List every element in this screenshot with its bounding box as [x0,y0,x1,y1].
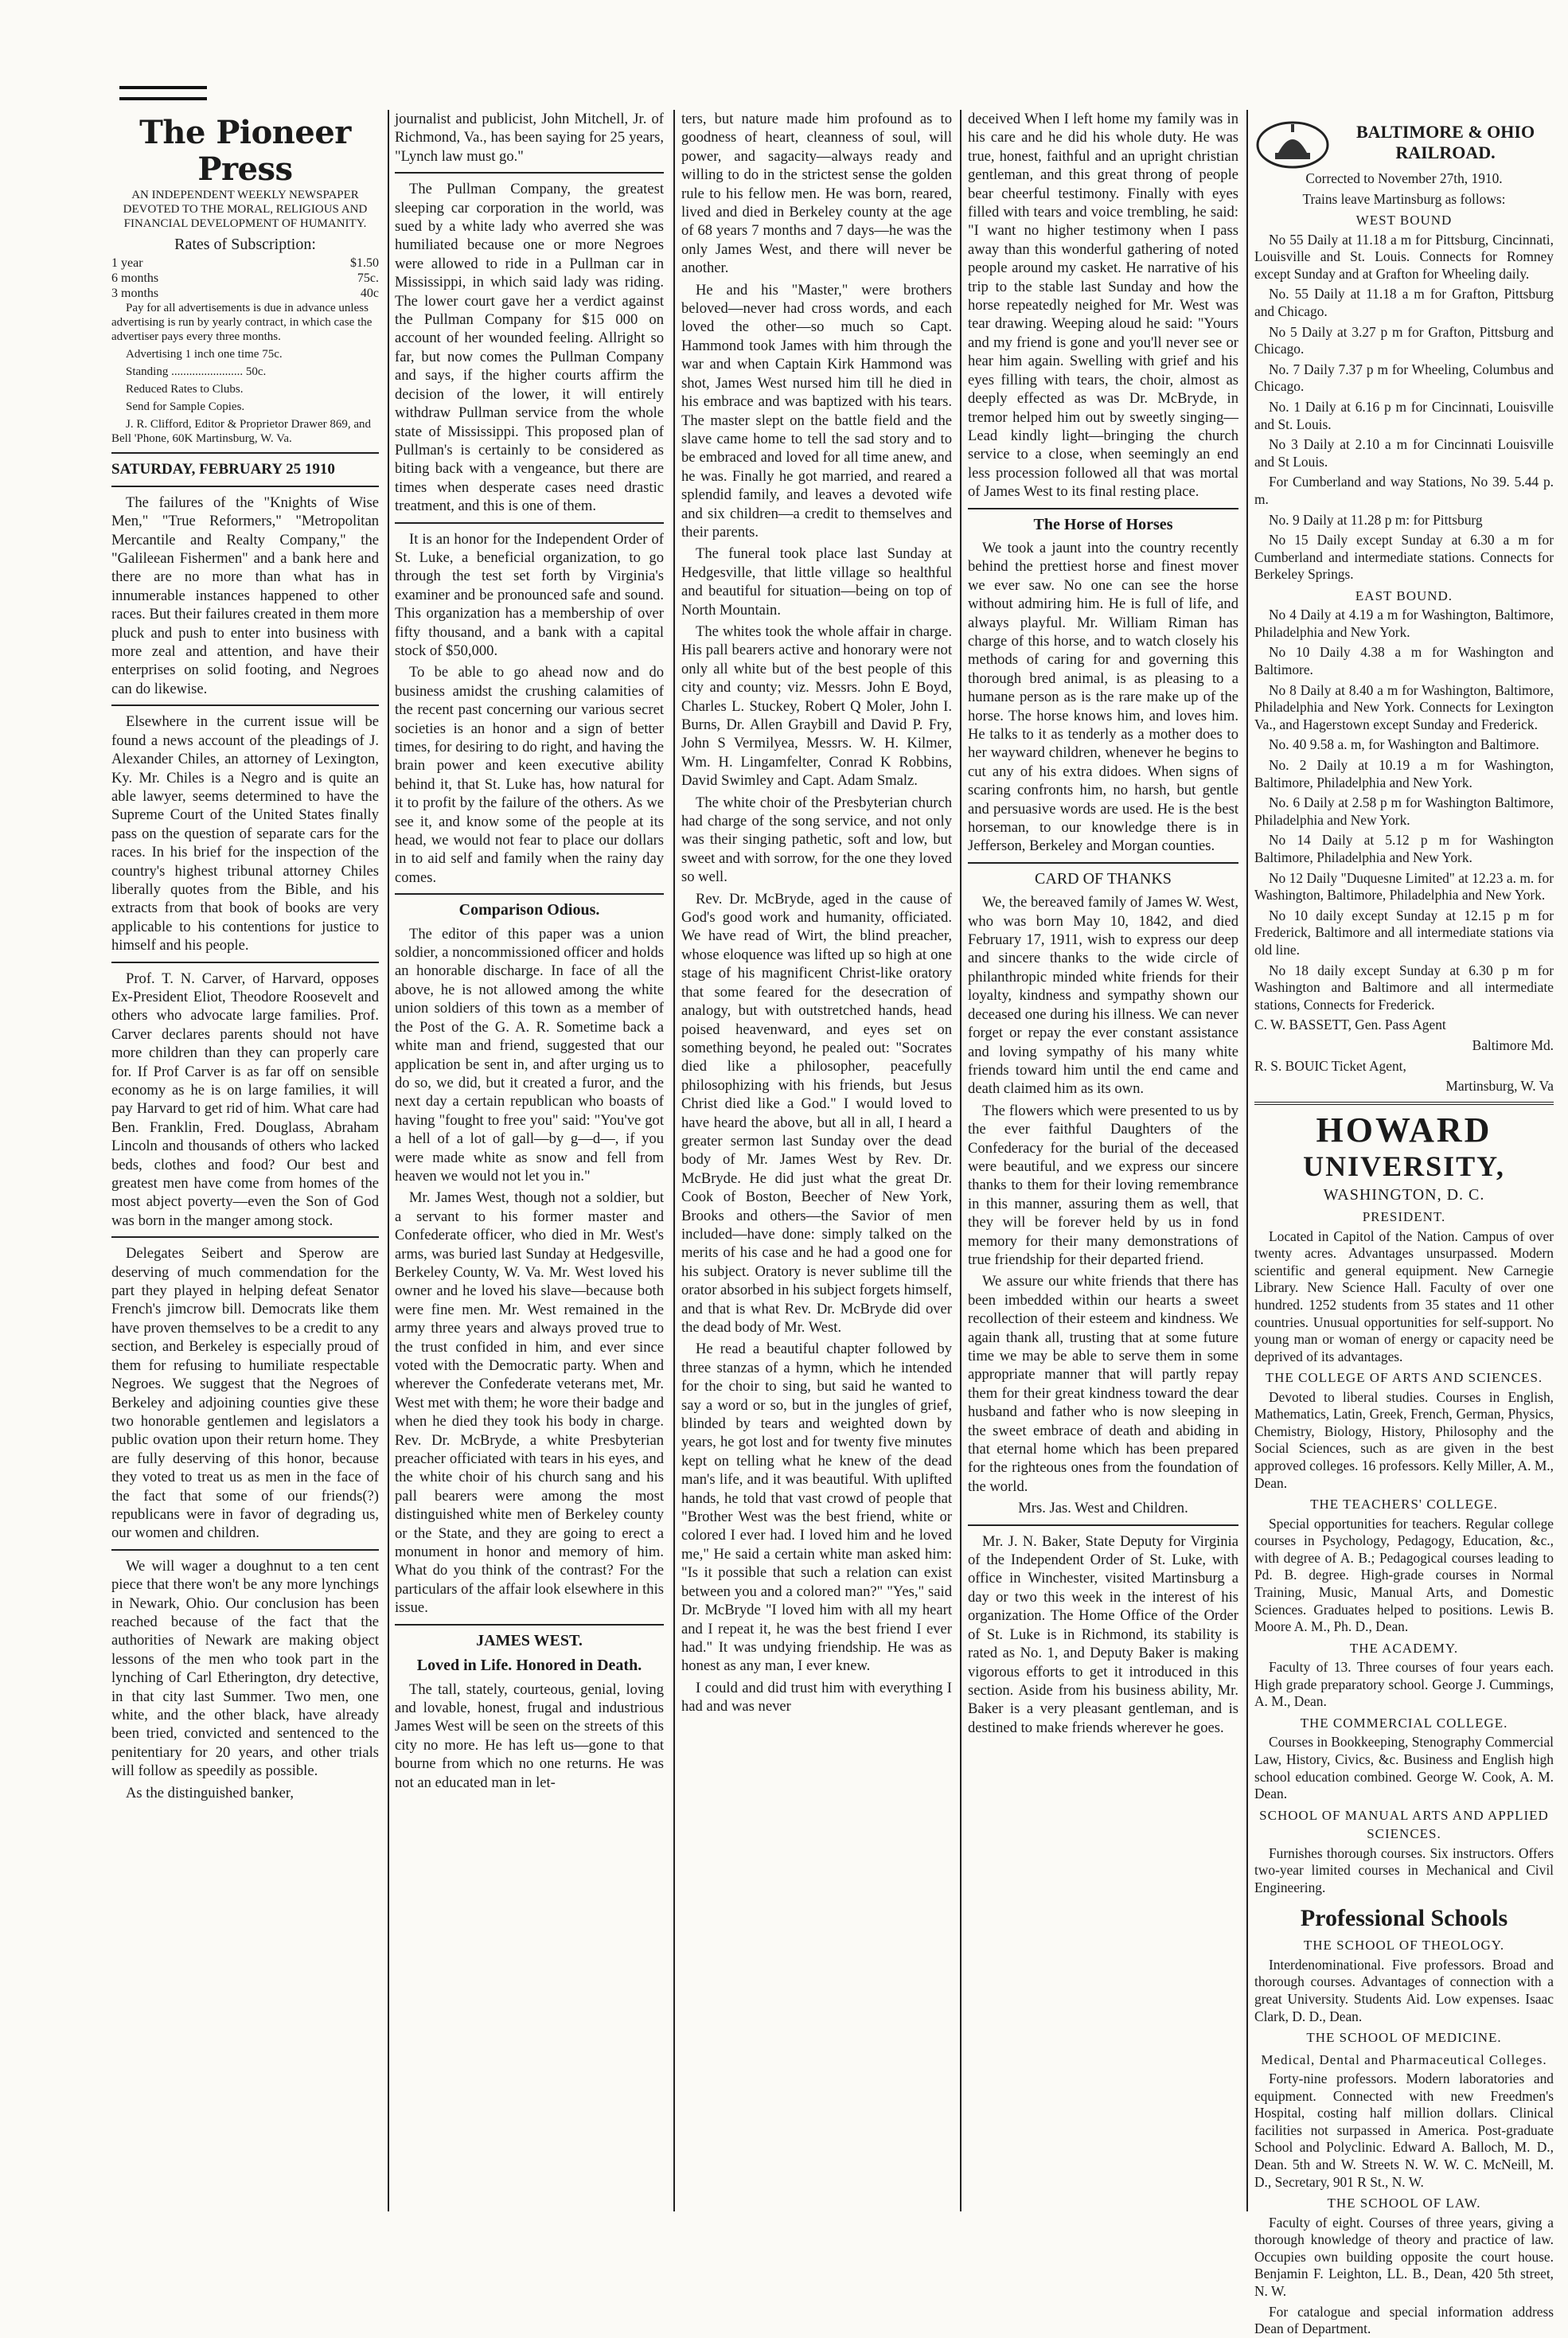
section-heading: SCHOOL OF MANUAL ARTS AND APPLIED SCIENCES. [1259,1807,1549,1842]
schedule-corrected: Corrected to November 27th, 1910. [1305,170,1503,186]
capitol-dome-icon [1254,115,1331,170]
editorial-paragraph: We will wager a doughnut to a ten cent piece that there won't be any more lynchings in Newark, Ohio. Our conclusion has been reached because of the fact that the authorities of Newark are making object lessons of the men who took part in the lynching of Carl Etherington, dry detective, in that city last Summer. Two men, one white, and the other black, have already been tried, convicted and sentenced to the penitentiary for 20 years, and other trials will follow as speedily as possible. [111,1557,379,1780]
train-entry: No 55 Daily at 11.18 a m for Pittsburg, Cincinnati, Louisville and St. Louis. Connects for Romney except Sunday and at Grafton for Wheeling daily. [1254,231,1554,282]
section-heading: THE SCHOOL OF LAW. [1327,2196,1481,2211]
ad-paragraph: Faculty of 13. Three courses of four years each. High grade preparatory school. George J. Cummings, A. M., Dean. [1254,1659,1554,1710]
article-heading: JAMES WEST. [476,1631,583,1649]
column-rule [960,110,961,2211]
column-3 [681,110,952,2211]
terms: Pay for all advertisements is due in advance unless advertising is run by yearly contract, in which case the advertiser pays every three months. [111,302,372,344]
column-4 [968,110,1238,2211]
article-paragraph: The tall, stately, courteous, genial, loving and lovable, honest, frugal and industrious James West will be seen on the streets of this city no more. He has left us—gone to that bourne from which no one returns. He was not an educated man in let- [395,1680,664,1791]
editorial-paragraph: Elsewhere in the current issue will be found a news account of the pleadings of J. Alexander Chiles, an attorney of Lexington, Ky. Mr. Chiles is a Negro and is quite an able lawyer, seems determined to have the Supreme Court of the United States finally pass on the question of separate cars for the races. In his brief for the inspection of the country's highest tribunal attorney Chiles liberally quotes from the Bible, and his extracts from that book of books are very applicable to his contentions for justice to himself and his people. [111,713,379,954]
section-heading: THE TEACHERS' COLLEGE. [1310,1497,1498,1512]
article-paragraph: The whites took the whole affair in charge. His pall bearers active and honorary were not only all white but of the best people of this city and county; viz. Messrs. John E Boyd, Charles L. Stuckey, Robert Q Moler, John I. Burns, Dr. Allen Graybill and David P. Fry, John S Vermilyea, Messrs. W. H. Kilmer, Wm. H. Lingamfelter, Conrad K Robbins, David Swimley and Capt. Adam Smalz. [681,623,952,790]
column-1 [111,110,379,2211]
ad-paragraph: Faculty of eight. Courses of three years, giving a thorough knowledge of theory and practice of law. Occupies own building opposite the court house. Benjamin F. Leighton, LL. B., Dean, 420 5th street, N. W. [1254,2214,1554,2299]
article-paragraph: We assure our white friends that there has been imbedded within our hearts a sweet recollection of their esteem and kindness. We again thank all, trusting that at some future time we may be able to serve them in some appropriate manner that will partly repay them for their great kindness toward the dear husband and father who is now sleeping in the sweet embrace of death and abiding in that eternal home which has been prepared for the righteous ones from the foundation of the world. [968,1273,1238,1495]
ad-paragraph: Courses in Bookkeeping, Stenography Commercial Law, History, Civics, &c. Business and English high school education combined. George W. Cook, A. M. Dean. [1254,1734,1554,1802]
ad-paragraph: For catalogue and special information address Dean of Department. [1254,2303,1554,2337]
railroad-header [1254,115,1554,170]
column-5 [1254,110,1554,2337]
howard-title: HOWARD [1316,1110,1492,1149]
article-paragraph: The flowers which were presented to us by the ever faithful Daughters of the Confederacy for the burial of the deceased were beautiful, and we express our sincere thanks to them for their loving remembrance in this manner, assuring them as well, that they will be forever held by us in fond memory for their many demonstrations of true friendship for their departed friend. [968,1102,1238,1268]
ad-paragraph: Interdenominational. Five professors. Broad and thorough courses. Advantages of connection with a great University. Students Aid. Low expenses. Isaac Clark, D. D., Dean. [1254,1956,1554,2024]
article-paragraph: Rev. Dr. McBryde, aged in the cause of God's good work and humanity, officiated. We have read of Wirt, the blind preacher, whose eloquence was lifted up so high at one stage of his magnificent Christ-like oratory that some feared for the desecration of analogy, but with outstretched hands, head poised heavenward, and eyes set on something beyond, he pealed out: "Socrates died like a philosopher, peacefully philosophizing with his friends, but Jesus Christ died like a God." I would loved to have heard the above, but all in all, I heard a greater sermon last Sunday over the dead body of Mr. James West by Rev. Dr. McBryde. He did just what the great Dr. Cook of Boston, Beecher of New York, Brooks and others—the Savior of men included—have done: simply talked on the merits of his case and he had a good one for his subject. Oratory is never sublime till the orator absorbed in his subject forgets himself, and that is what Rev. Dr. McBryde did over the dead body of Mr. West. [681,890,952,1336]
section-subheading: Medical, Dental and Pharmaceutical Colleges. [1261,2051,1547,2067]
train-entry: No 15 Daily except Sunday at 6.30 a m for Cumberland and intermediate stations. Connects for Berkeley Springs. [1254,532,1554,583]
masthead-title: The Pioneer Press [139,114,351,188]
divider [1254,1102,1554,1105]
divider [395,522,664,524]
divider [111,1236,379,1238]
section-heading: THE SCHOOL OF MEDICINE. [1306,2030,1502,2046]
train-entry: No. 2 Daily at 10.19 a m for Washington, Baltimore, Philadelphia and New York. [1254,757,1554,790]
article-paragraph: The white choir of the Presbyterian church had charge of the song service, and not only was their singing pathetic, soft and low, but sweet and with sorrow, for the one they loved so well. [681,794,952,886]
reduced-rates: Reduced Rates to Clubs. [126,383,244,396]
divider [111,962,379,963]
column-2 [395,110,664,2211]
ad-paragraph: Special opportunities for teachers. Regular college courses in Psychology, Pedagogy, Education, &c., with degree of A. B.; Pedagogical courses leading to Pd. B. degree. High-grade courses in Normal Training, Music, Manual Arts, and Domestic Sciences. Graduates helped to positions. Lewis B. Moore A. M., Ph. D., Dean. [1254,1515,1554,1635]
agent-location: Martinsburg, W. Va [1445,1078,1554,1095]
article-paragraph: We, the bereaved family of James W. West, who was born May 10, 1842, and died February 17, 1911, wish to express our deep and sincere thanks to the wide circle of philanthropic minded white friends for their loyalty, kindness and sympathy shown our deceased one during his illness. We can never forget or repay the ever constant assistance and loving sympathy of his many white friends toward him until the end came and death claimed him as its own. [968,894,1238,1098]
train-entry: No. 7 Daily 7.37 p m for Wheeling, Columbus and Chicago. [1254,361,1554,395]
agent-signature: R. S. BOUIC Ticket Agent, [1254,1057,1406,1074]
article-paragraph: We took a jaunt into the country recently behind the prettiest horse and finest mover we ever saw. No one can see the horse without admiring him. He is full of life, and always playful. Mr. William Riman has charge of this horse, and to watch closely his methods of caring for and governing this thorough bred animal, is as pleasing to a humane person as is the rare make up of the horse. The horse knows him, and loves him. He talks to it as tenderly as a mother does to her wayward children, whenever he begins to cut any of his extra didoes. When signs of scaring confronts him, no harsh, but gentle and persuasive words are used. He is the best horseman, to our knowledge there is in Jefferson, Berkeley and Morgan counties. [968,539,1238,855]
train-entry: No. 1 Daily at 6.16 p m for Cincinnati, Louisville and St. Louis. [1254,398,1554,432]
train-entry: No. 55 Daily at 11.18 a m for Grafton, Pittsburg and Chicago. [1254,286,1554,319]
section-heading: EAST BOUND. [1355,587,1453,603]
ad-paragraph: Furnishes thorough courses. Six instructors. Offers two-year limited courses in Mechanical and Civil Engineering. [1254,1844,1554,1895]
article-paragraph: Mr. J. N. Baker, State Deputy for Virginia of the Independent Order of St. Luke, with office in Winchester, visited Martinsburg a day or two this week in the interest of his organization. The Home Office of the Order of St. Luke is in Richmond, its stability is rated as No. 1, and Deputy Baker is making vigorous efforts to get it introduced in this section. Aside from his business ability, Mr. Baker is a very pleasant gentleman, and is destined to make friends wherever he goes. [968,1532,1238,1736]
article-paragraph: He and his "Master," were brothers beloved—never had cross words, and each loved the other—so much so Capt. Hammond took James with him through the war and when Captain Kirk Hammond was shot, James West nursed him till he died in his embrace and was baptized with his tears. The master slept on the battle field and the slave came home to tell the sad story and to be embraced and loved for all time anew, and he was. Finally he got married, and reared a splendid family, and leaves a devoted wife and six children—a credit to themselves and their parents. [681,281,952,541]
divider [111,486,379,487]
masthead-subtitle: AN INDEPENDENT WEEKLY NEWSPAPER DEVOTED TO THE MORAL, RELIGIOUS AND FINANCIAL DEVELOPMENT OF HUMANITY. [123,189,368,230]
howard-location: WASHINGTON, D. C. [1323,1185,1485,1204]
train-entry: For Cumberland and way Stations, No 39. 5.44 p. m. [1254,474,1554,507]
editorial-paragraph: The failures of the "Knights of Wise Men," "True Reformers," "Metropolitan Mercantile and Realty Company," the "Galileean Fishermen" and a bank here and there are no more than what has in innumerable instances happened to other races. But their failures created in them more pluck and push to enter into business with more zeal and attention, and have their enterprises on solid footing, and Negroes can do likewise. [111,494,379,697]
agent-location: Baltimore Md. [1472,1036,1554,1053]
train-entry: No. 6 Daily at 2.58 p m for Washington Baltimore, Philadelphia and New York. [1254,794,1554,828]
divider [111,705,379,706]
article-paragraph: The funeral took place last Sunday at Hedgesville, that little village so healthful and beautiful for situation—being on top of North Mountain. [681,545,952,619]
article-paragraph: Mr. James West, though not a soldier, but a servant to his former master and Confederate officer, who died in Mr. West's arms, was buried last Sunday at Hedgesville, Berkeley County, W. Va. Mr. West loved his owner and he loved his slave—because both were fine men. Mr. West remained in the army three years and always proved true to the trust confided in him, and ever since voted with the Democratic party. When and wherever the Confederate veterans met, Mr. West met with them; he wore their badge and when he died they took his body in charge. Rev. Dr. McBryde, a white Presbyterian preacher officiated with tears in his eyes, and the white choir of his church sang and his pall bearers were among the most distinguished white men of Berkeley county or the State, and they are going to erect a monument in honor and memory of him. What do you think of the contrast? For the particulars of the affair look elsewhere in this issue. [395,1189,664,1617]
rate-row: 6 months 75c. [111,271,379,286]
article-paragraph: journalist and publicist, John Mitchell, Jr. of Richmond, Va., has been saying for 25 years, "Lynch law must go." [395,111,664,165]
train-entry: No 10 Daily 4.38 a m for Washington and Baltimore. [1254,644,1554,678]
section-heading: THE COLLEGE OF ARTS AND SCIENCES. [1265,1370,1543,1386]
article-heading: The Horse of Horses [1033,515,1173,533]
ad-paragraph: Devoted to liberal studies. Courses in English, Mathematics, Latin, Greek, French, German, Physics, Chemistry, Biology, History, Philosophy and the Social Sciences, such as are given in the best approved colleges. 16 professors. Kelly Miller, A. M., Dean. [1254,1388,1554,1491]
divider [395,1624,664,1626]
rate-row: 3 months 40c [111,287,379,301]
train-entry: No 10 daily except Sunday at 12.15 p m for Frederick, Baltimore and all intermediate stations via old line. [1254,907,1554,958]
column-rule [388,110,389,2211]
article-paragraph: The Pullman Company, the greatest sleeping car corporation in the world, was sued by a white lady who averred she was humiliated because one or more Negroes were allowed to ride in a Pullman car in Mississippi, in which said lady was riding. The lower court gave her a verdict against the Pullman Company for $15 000 on account of her wounded feeling. Allright so far, but now comes the Pullman Company and says, if the higher courts affirm the decision of the lower, it will entirely withdraw Pullman service from the whole state of Mississippi. This proposed plan of Pullman's is certainly to be considered as biting back with a vengeance, but there are times when desperate cases need drastic treatment, and this is one of them. [395,181,664,515]
section-heading: THE ACADEMY. [1349,1640,1459,1656]
train-entry: No 5 Daily at 3.27 p m for Grafton, Pittsburg and Chicago. [1254,323,1554,357]
article-paragraph: The editor of this paper was a union soldier, a noncommissioned officer and holds an honorable discharge. In face of all the above, he is not allowed among the white union soldiers of this town as a member of the Post of the G. A. R. Sometime back a white man and friend, suggested that our application be sent in, and after urging us to do so, we did, but it created a furor, and the next day a certain republican who boasts of having "fought to free you" said: "You've got a hell of a lot of gall—by g—d—, if you were made white as snow and fell from heaven we would not let you in." [395,925,664,1185]
professional-schools-heading: Professional Schools [1300,1905,1508,1932]
print-mark [119,86,207,100]
agent-signature: C. W. BASSETT, Gen. Pass Agent [1254,1017,1446,1033]
howard-subtitle: UNIVERSITY, [1303,1149,1505,1182]
editor-info: J. R. Clifford, Editor & Proprietor Drawer 869, and Bell 'Phone, 60K Martinsburg, W. Va. [111,418,372,446]
divider [968,1524,1238,1526]
article-paragraph: I could and did trust him with everything I had and was never [681,1679,952,1715]
train-entry: No 14 Daily at 5.12 p m for Washington Baltimore, Philadelphia and New York. [1254,832,1554,865]
section-heading: THE SCHOOL OF THEOLOGY. [1303,1938,1505,1954]
article-paragraph: ters, but nature made him profound as to goodness of heart, cleanness of soul, will power, and sagacity—always ready and willing to do in the strictest sense the golden rule to his fellow men. He was born, reared, lived and died in Berkeley county at the age of 68 years 7 months and 7 days—he was the only James West, and there will never be another. [681,111,952,277]
train-entry: No 8 Daily at 8.40 a m for Washington, Baltimore, Philadelphia and New York. Connects for Lexington Va., and Hagerstown except Sunday and Frederick. [1254,681,1554,732]
train-entry: No. 9 Daily at 11.28 p m: for Pittsburg [1269,511,1483,528]
ad-paragraph: Located in Capitol of the Nation. Campus of over twenty acres. Advantages unsurpassed. Modern scientific and general equipment. New Carnegie Library. New Science Hall. Faculty of over one hundred. 1252 students from 35 states and 11 other countries. Unusual opportunities for self-support. No young man or woman of energy or capacity need be deprived of its advantages. [1254,1228,1554,1364]
ad-paragraph: Forty-nine professors. Modern laboratories and equipment. Connected with new Freedmen's Hospital, costing half million dollars. Clinical facilities not surpassed in America. Post-graduate School and Polyclinic. Edward A. Balloch, M. D., Dean. 5th and W. Streets N. W. W. C. McNeill, M. D., Secretary, 901 R St., N. W. [1254,2070,1554,2190]
article-paragraph: To be able to go ahead now and do business amidst the crushing calamities of the recent past concerning our various secret societies is an honor and a sign of better times, for desiring to do right, and having the brain power and keen executive ability behind it, that St. Luke has, how natural for it to profit by the failure of the others. As we see it, and know some of the people at its head, we would not fear to place our dollars in to aid self and family when the rainy day comes. [395,664,664,886]
section-heading: THE COMMERCIAL COLLEGE. [1300,1715,1508,1731]
article-paragraph: He read a beautiful chapter followed by three stanzas of a hymn, which he intended for the choir to sing, but said he wanted to say a word or so, but in the jungles of grief, blinded by tears and weighted down by years, he got lost and for twenty five minutes kept on telling what he knew of the dead man's life, and it was beautiful. With uplifted hands, he told that vast crowd of people that "Brother West was the best friend, white or colored I ever had. I loved him and he loved me," He said a certain white man asked him: "Is it possible that such a relation can exist between you and a colored man?" "Yes," said Dr. McBryde "I loved him with all my heart and I repeat it, he was the best friend I ever had." It was undying friendship. He was as honest as any man, I ever knew. [681,1341,952,1675]
divider [968,862,1238,864]
column-rule [673,110,675,2211]
article-paragraph: deceived When I left home my family was in his care and he did his whole duty. He was true, honest, faithful and an upright christian gentleman, and this great throng of people bear cheerful testimony. Finally with eyes filled with tears and voice trembling, he said: "I want no higher testimony when I pass away than this wonderful gathering of noted people around my casket. He narrative of his trip to the stable last Sunday and how the horse repeatedly neighed for Mr. West was tear drawing. Weeping aloud he said: "Yours and my friend is gone and you'll never see or hear him again. Swelling with grief and his eyes filling with tears, the choir, almost as deeply effected as was Dr. McBryde, in tremor helped him out by sweetly singing—Lead kindly light—bringing the church service to a close, when seemingly an end less procession followed all that was mortal of James West to its final resting place. [968,111,1238,501]
column-rule [1246,110,1248,2211]
divider [395,172,664,174]
divider [968,508,1238,509]
sample-copies: Send for Sample Copies. [126,400,245,414]
editorial-paragraph: As the distinguished banker, [126,1784,294,1801]
rate-row: 1 year $1.50 [111,256,379,271]
divider [395,893,664,895]
editorial-paragraph: Prof. T. N. Carver, of Harvard, opposes Ex-President Eliot, Theodore Roosevelt and others who advocate large families. Prof. Carver declares parents should not have more children than they can properly care for. If Prof Carver is as far off on sensible economy as he is on large families, it will pay Harvard to get rid of him. What care had Ben. Franklin, Fred. Douglass, Abraham Lincoln and thousands of others who lacked beds, clothes and food? Our best and greatest men have come from homes of the most abject poverty—even the Son of God was born in the manger among stock. [111,970,379,1229]
article-heading: CARD OF THANKS [1035,869,1172,888]
train-entry: No 18 daily except Sunday at 6.30 p m for Washington and Baltimore and all intermediate stations, Connects for Frederick. [1254,962,1554,1013]
advertising-rate: Advertising 1 inch one time 75c. [126,348,283,361]
train-entry: No 4 Daily at 4.19 a m for Washington, Baltimore, Philadelphia and New York. [1254,607,1554,640]
signature: Mrs. Jas. West and Children. [1018,1500,1188,1517]
railroad-title: BALTIMORE & OHIO RAILROAD. [1355,122,1535,162]
rates-title: Rates of Subscription: [174,236,316,253]
article-subheading: Loved in Life. Honored in Death. [416,1657,642,1675]
standing-rate: Standing ........................ 50c. [126,365,267,379]
article-paragraph: It is an honor for the Independent Order of St. Luke, a beneficial organization, to go through the test set forth by Virginia's examiner and be pronounced safe and sound. This organization has a membership of over fifty thousand, and a bank with a capital stock of $50,000. [395,530,664,659]
schedule-intro: Trains leave Martinsburg as follows: [1302,190,1506,207]
editorial-paragraph: Delegates Seibert and Sperow are deserving of much commendation for the part they played in helping defeat Senator French's jimcrow bill. Democrats like them have proven themselves to be a credit to any section, and Berkeley is especially proud of them for refusing to humiliate respectable Negroes. We suggest that the Negroes of Berkeley and adjoining counties give these two honorable gentlemen and legislators a public ovation upon their return home. They are fully deserving of this honor, because they voted to treat us as men in the face of the fact that some of our friends(?) republicans were in favor of degrading us, our women and children. [111,1245,379,1542]
issue-date: SATURDAY, FEBRUARY 25 1910 [111,461,335,478]
divider [111,1549,379,1551]
article-heading: Comparison Odious. [458,901,600,919]
train-entry: No. 40 9.58 a. m, for Washington and Baltimore. [1269,736,1539,753]
section-heading: WEST BOUND [1355,213,1453,228]
train-entry: No 12 Daily "Duquesne Limited" at 12.23 a. m. for Washington, Baltimore, Philadelphia and New York. [1254,869,1554,904]
train-entry: No 3 Daily at 2.10 a m for Cincinnati Louisville and St Louis. [1254,436,1554,470]
divider [111,452,379,454]
howard-president: PRESIDENT. [1362,1209,1446,1225]
